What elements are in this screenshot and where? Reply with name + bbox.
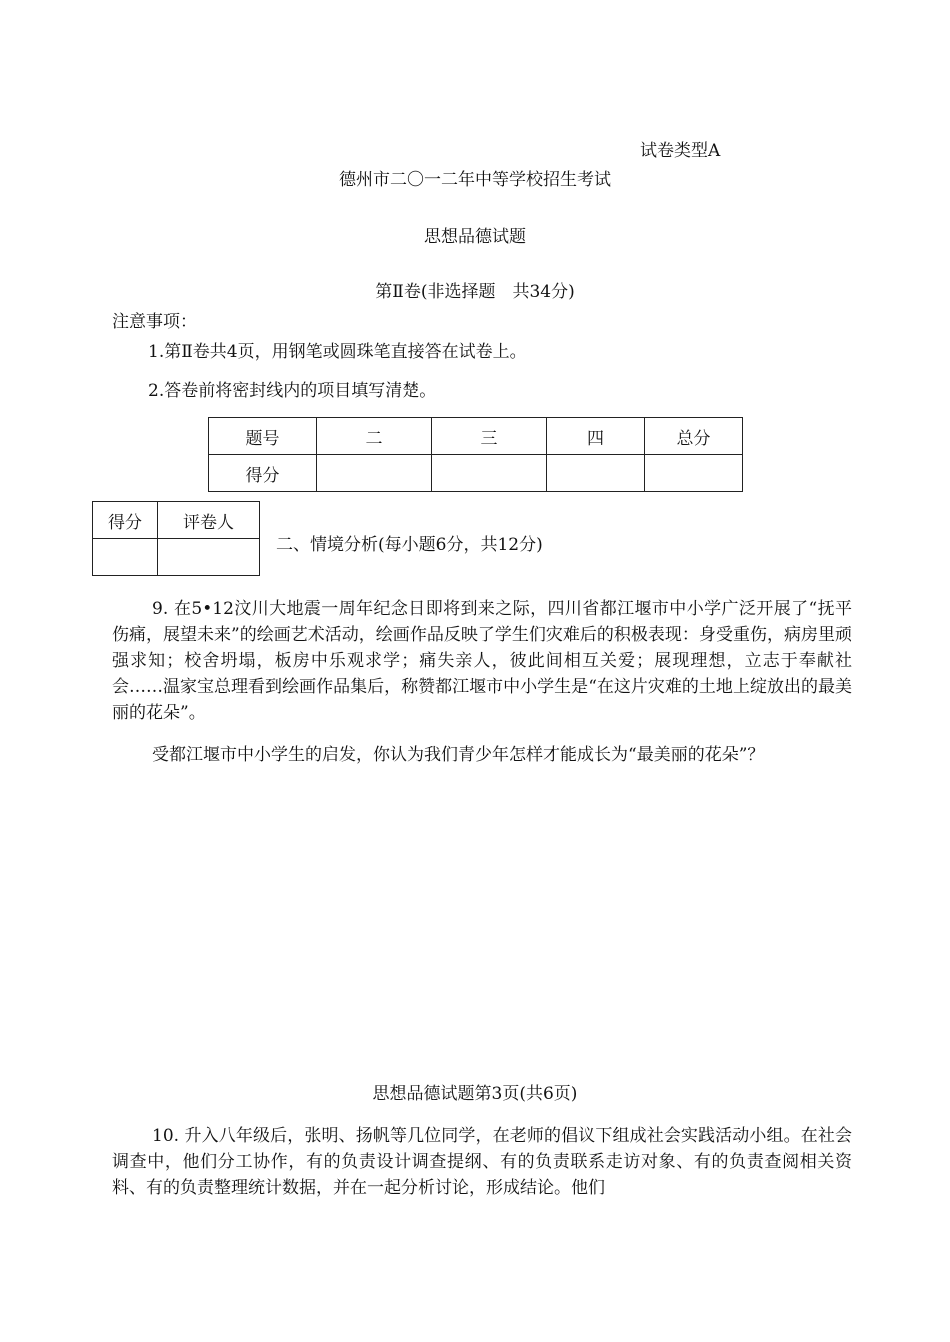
exam-title: 德州市二〇一二年中等学校招生考试 (339, 170, 611, 190)
notice-heading: 注意事项： (112, 312, 197, 332)
grader-label: 评卷人 (158, 502, 260, 539)
grader-box (92, 501, 260, 576)
score-row-label: 得分 (209, 455, 317, 492)
grader-name-cell[interactable] (158, 539, 260, 576)
notice-item-2: 2.答卷前将密封线内的项目填写清楚。 (148, 381, 437, 401)
score-table-header: 二 (317, 418, 432, 455)
notice-item-1: 1.第Ⅱ卷共4页，用钢笔或圆珠笔直接答在试卷上。 (148, 342, 527, 362)
score-cell[interactable] (645, 455, 743, 492)
score-table-header: 三 (432, 418, 547, 455)
section-title: 二、情境分析(每小题6分，共12分) (276, 535, 543, 555)
score-cell[interactable] (547, 455, 645, 492)
grader-score-label: 得分 (93, 502, 158, 539)
q9-question: 受都江堰市中小学生的启发，你认为我们青少年怎样才能成长为“最美丽的花朵”？ (152, 745, 765, 765)
score-table-header: 总分 (645, 418, 743, 455)
score-cell[interactable] (432, 455, 547, 492)
score-cell[interactable] (317, 455, 432, 492)
page-footer: 思想品德试题第3页(共6页) (372, 1084, 578, 1104)
grader-score-cell[interactable] (93, 539, 158, 576)
q9-paragraph: 9. 在5•12汶川大地震一周年纪念日即将到来之际，四川省都江堰市中小学广泛开展了“抚平伤痛，展望未来”的绘画艺术活动，绘画作品反映了学生们灾难后的积极表现：身受重伤，病房里顽强求知；校舍坍塌，板房中乐观求学；痛失亲人，彼此间相互关爱；展现理想，立志于奉献社会……温家宝总理看到绘画作品集后，称赞都江堰市中小学生是“在这片灾难的土地上绽放出的最美丽的花朵”。 (112, 599, 852, 723)
subject-title: 思想品德试题 (424, 227, 526, 247)
volume-title: 第Ⅱ卷(非选择题 共34分) (375, 282, 575, 302)
q10-paragraph: 10. 升入八年级后，张明、扬帆等几位同学，在老师的倡议下组成社会实践活动小组。在社会调查中，他们分工协作，有的负责设计调查提纲、有的负责联系走访对象、有的负责查阅相关资料、有的负责整理统计数据，并在一起分析讨论，形成结论。他们 (112, 1126, 852, 1198)
score-table (208, 417, 743, 492)
score-table-header: 四 (547, 418, 645, 455)
score-table-header: 题号 (209, 418, 317, 455)
paper-type: 试卷类型A (640, 141, 721, 161)
